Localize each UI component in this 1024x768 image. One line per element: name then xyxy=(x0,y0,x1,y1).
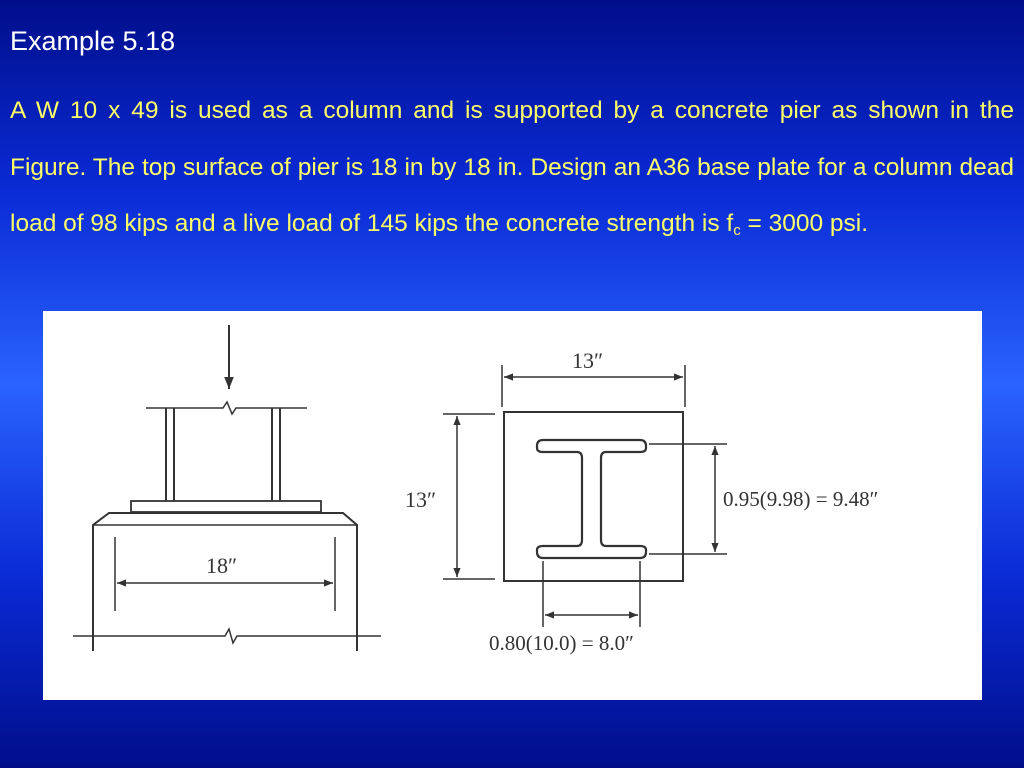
plate-height-label: 13″ xyxy=(405,487,437,512)
pier-break-line xyxy=(73,629,381,643)
problem-statement xyxy=(10,83,1014,253)
problem-text-part2: = 3000 psi. xyxy=(740,210,869,237)
w-shape-section xyxy=(537,440,646,558)
concrete-strength-subscript: c xyxy=(733,222,741,239)
base-plate-elevation xyxy=(131,501,321,512)
plan-view xyxy=(443,365,727,627)
column-section xyxy=(166,408,280,501)
depth-dimension-label: 0.95(9.98) = 9.48″ xyxy=(723,487,879,511)
slide-title: Example 5.18 xyxy=(10,26,176,56)
base-plate-plan xyxy=(504,412,683,581)
problem-text-part1: A W 10 x 49 is used as a column and is supported by a concrete pier as shown in the Figure. The top surface of pier is 18 in by 18 in. Design an A36 base plate for a column dead load of 98 kips and a live load of 145 kips the concrete strength is f xyxy=(10,97,1014,237)
elevation-view xyxy=(73,325,381,651)
pier-width-label: 18″ xyxy=(206,553,238,578)
base-plate-figure xyxy=(43,311,982,700)
column-break-line xyxy=(146,402,307,414)
plate-width-label: 13″ xyxy=(572,348,604,373)
flange-dimension-label: 0.80(10.0) = 8.0″ xyxy=(489,631,634,655)
concrete-pier-outline xyxy=(93,513,357,651)
figure-panel xyxy=(43,311,982,700)
